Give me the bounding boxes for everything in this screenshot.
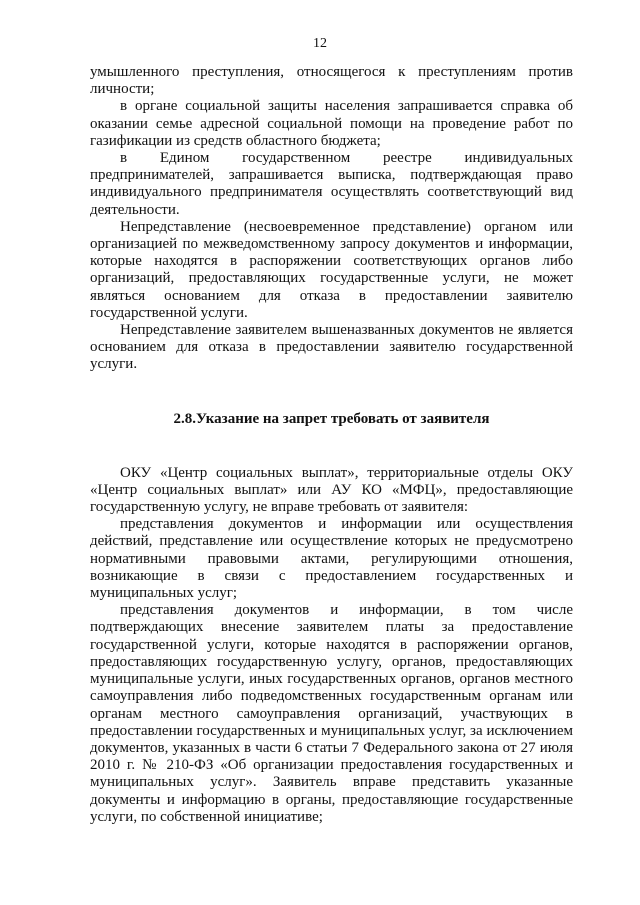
document-body [90, 64, 573, 826]
paragraph-continuation: умышленного преступления, относящегося к преступлениям против личности; [90, 64, 573, 98]
paragraph-social-protection: в органе социальной защиты населения запрашивается справка об оказании семье адресной социальной помощи на проведение работ по газификации из средств областного бюджета; [90, 98, 573, 149]
paragraph-registry: в Едином государственном реестре индивидуальных предпринимателей, запрашивается выписка, подтверждающая право индивидуального предпринимателя осуществлять соответствующий вид деятельности. [90, 150, 573, 218]
paragraph-prohibition-documents: представления документов и информации, в том числе подтверждающих внесение заявителем платы за предоставление государственной услуги, которые находятся в распоряжении органов, предоставляющих государственную услугу, органов, предоставляющих муниципальные услуги, иных государственных органов, органов местного самоуправления либо подведомственных государственным органам или органам местного самоуправления организаций, участвующих в предоставлении государственных и муниципальных услуг, за исключением документов, указанных в части 6 статьи 7 Федерального закона от 27 июля 2010 г. № 210-ФЗ «Об организации предоставления государственных и муниципальных услуг». Заявитель вправе представить указанные документы и информацию в органы, предоставляющие государственные услуги, по собственной инициативе; [90, 602, 573, 825]
section-heading: 2.8.Указание на запрет требовать от заявителя [173, 410, 490, 427]
paragraph-non-submission-agency: Непредставление (несвоевременное представление) органом или организацией по межведомственному запросу документов и информации, которые находятся в распоряжении соответствующих органов либо организаций, предоставляющих государственные услуги, не может являться основанием для отказа в предоставлении заявителю государственной услуги. [90, 218, 573, 321]
paragraph-prohibition-actions: представления документов и информации или осуществления действий, представление или осуществление которых не предусмотрено нормативными правовыми актами, регулирующими отношения, возникающие в связи с предоставлением государственных и муниципальных услуг; [90, 516, 573, 602]
paragraph-non-submission-applicant: Непредставление заявителем вышеназванных документов не является основанием для отказа в предоставлении заявителю государственной услуги. [90, 322, 573, 373]
paragraph-prohibition-intro: ОКУ «Центр социальных выплат», территориальные отделы ОКУ «Центр социальных выплат» или АУ КО «МФЦ», предоставляющие государственную услугу, не вправе требовать от заявителя: [90, 464, 573, 516]
page-number: 12 [313, 36, 327, 51]
